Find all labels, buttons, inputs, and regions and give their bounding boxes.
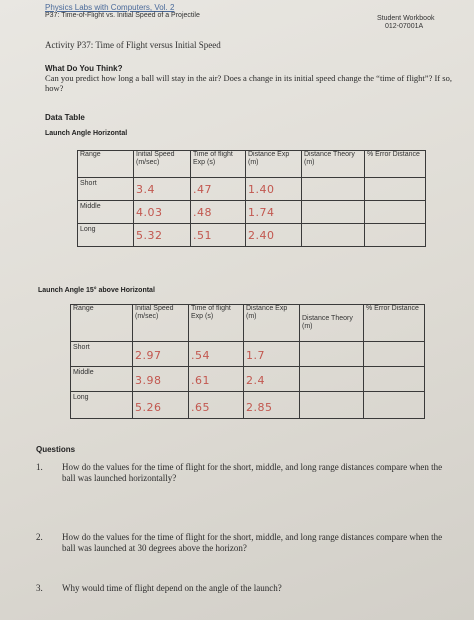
col-header-time-of-flight: Time of flight Exp (s): [189, 305, 244, 342]
distance-theory-cell[interactable]: [300, 367, 364, 392]
question-3-text: Why would time of flight depend on the angle of the launch?: [62, 583, 282, 593]
time-of-flight-value[interactable]: .65: [189, 392, 244, 419]
initial-speed-value[interactable]: 4.03: [134, 201, 191, 224]
time-of-flight-value[interactable]: .51: [191, 224, 246, 247]
distance-theory-cell[interactable]: [302, 201, 365, 224]
initial-speed-value[interactable]: 3.98: [133, 367, 189, 392]
col-header-percent-error: % Error Distance: [365, 151, 426, 178]
data-table-15-degrees: [70, 304, 425, 419]
row-label: Short: [71, 342, 133, 367]
time-of-flight-value[interactable]: .48: [191, 201, 246, 224]
col-header-distance-exp: Distance Exp (m): [246, 151, 302, 178]
workbook-label: Student Workbook: [377, 15, 435, 22]
time-of-flight-value[interactable]: .61: [189, 367, 244, 392]
table1-caption: Launch Angle Horizontal: [45, 130, 128, 137]
time-of-flight-value[interactable]: .54: [189, 342, 244, 367]
question-1-text: How do the values for the time of flight for the short, middle, and long range distances compare when the ball was launched horizontally?: [62, 462, 443, 483]
row-label: Short: [78, 178, 134, 201]
table2-caption: Launch Angle 15° above Horizontal: [38, 287, 155, 294]
row-label: Middle: [71, 367, 133, 392]
distance-exp-value[interactable]: 2.40: [246, 224, 302, 247]
distance-theory-cell[interactable]: [300, 392, 364, 419]
percent-error-cell[interactable]: [364, 342, 425, 367]
question-3-number: 3.: [36, 583, 43, 593]
time-of-flight-value[interactable]: .47: [191, 178, 246, 201]
initial-speed-value[interactable]: 2.97: [133, 342, 189, 367]
percent-error-cell[interactable]: [365, 201, 426, 224]
initial-speed-value[interactable]: 5.32: [134, 224, 191, 247]
lab-title-line: P37: Time-of-Flight vs. Initial Speed of a Projectile: [45, 12, 200, 19]
percent-error-cell[interactable]: [365, 178, 426, 201]
row-label: Middle: [78, 201, 134, 224]
distance-theory-cell[interactable]: [300, 342, 364, 367]
percent-error-cell[interactable]: [365, 224, 426, 247]
distance-theory-cell[interactable]: [302, 224, 365, 247]
table-row: [71, 367, 425, 392]
col-header-distance-theory: Distance Theory (m): [300, 305, 364, 342]
col-header-distance-theory: Distance Theory (m): [302, 151, 365, 178]
col-header-initial-speed: Initial Speed (m/sec): [133, 305, 189, 342]
row-label: Long: [78, 224, 134, 247]
questions-heading: Questions: [36, 445, 76, 454]
col-header-distance-exp: Distance Exp (m): [244, 305, 300, 342]
activity-title: Activity P37: Time of Flight versus Initial Speed: [45, 40, 221, 50]
data-table-heading: Data Table: [45, 113, 85, 122]
col-header-time-of-flight: Time of flight Exp (s): [191, 151, 246, 178]
distance-exp-value[interactable]: 1.7: [244, 342, 300, 367]
question-1-number: 1.: [36, 462, 43, 472]
question-2-text: How do the values for the time of flight for the short, middle, and long range distances compare when the ball was launched at 30 degrees above the horizon?: [62, 532, 443, 553]
workbook-code: 012-07001A: [385, 23, 424, 30]
table-row: [71, 392, 425, 419]
table-row: [78, 224, 426, 247]
col-header-range: Range: [78, 151, 134, 178]
distance-exp-value[interactable]: 1.74: [246, 201, 302, 224]
distance-exp-value[interactable]: 2.4: [244, 367, 300, 392]
distance-theory-cell[interactable]: [302, 178, 365, 201]
data-table-horizontal: [77, 150, 426, 247]
percent-error-cell[interactable]: [364, 367, 425, 392]
table-header-row: [71, 305, 425, 342]
table-row: [71, 342, 425, 367]
what-do-you-think-question: Can you predict how long a ball will stay in the air? Does a change in its initial speed change the “time of flight”? If so, how?: [45, 73, 452, 93]
question-2-number: 2.: [36, 532, 43, 542]
col-header-range: Range: [71, 305, 133, 342]
book-title: Physics Labs with Computers, Vol. 2: [45, 3, 175, 12]
table-row: [78, 178, 426, 201]
col-header-percent-error: % Error Distance: [364, 305, 425, 342]
table-row: [78, 201, 426, 224]
col-header-initial-speed: Initial Speed (m/sec): [134, 151, 191, 178]
initial-speed-value[interactable]: 3.4: [134, 178, 191, 201]
table-header-row: [78, 151, 426, 178]
percent-error-cell[interactable]: [364, 392, 425, 419]
what-do-you-think-heading: What Do You Think?: [45, 64, 123, 73]
initial-speed-value[interactable]: 5.26: [133, 392, 189, 419]
distance-exp-value[interactable]: 1.40: [246, 178, 302, 201]
distance-exp-value[interactable]: 2.85: [244, 392, 300, 419]
row-label: Long: [71, 392, 133, 419]
